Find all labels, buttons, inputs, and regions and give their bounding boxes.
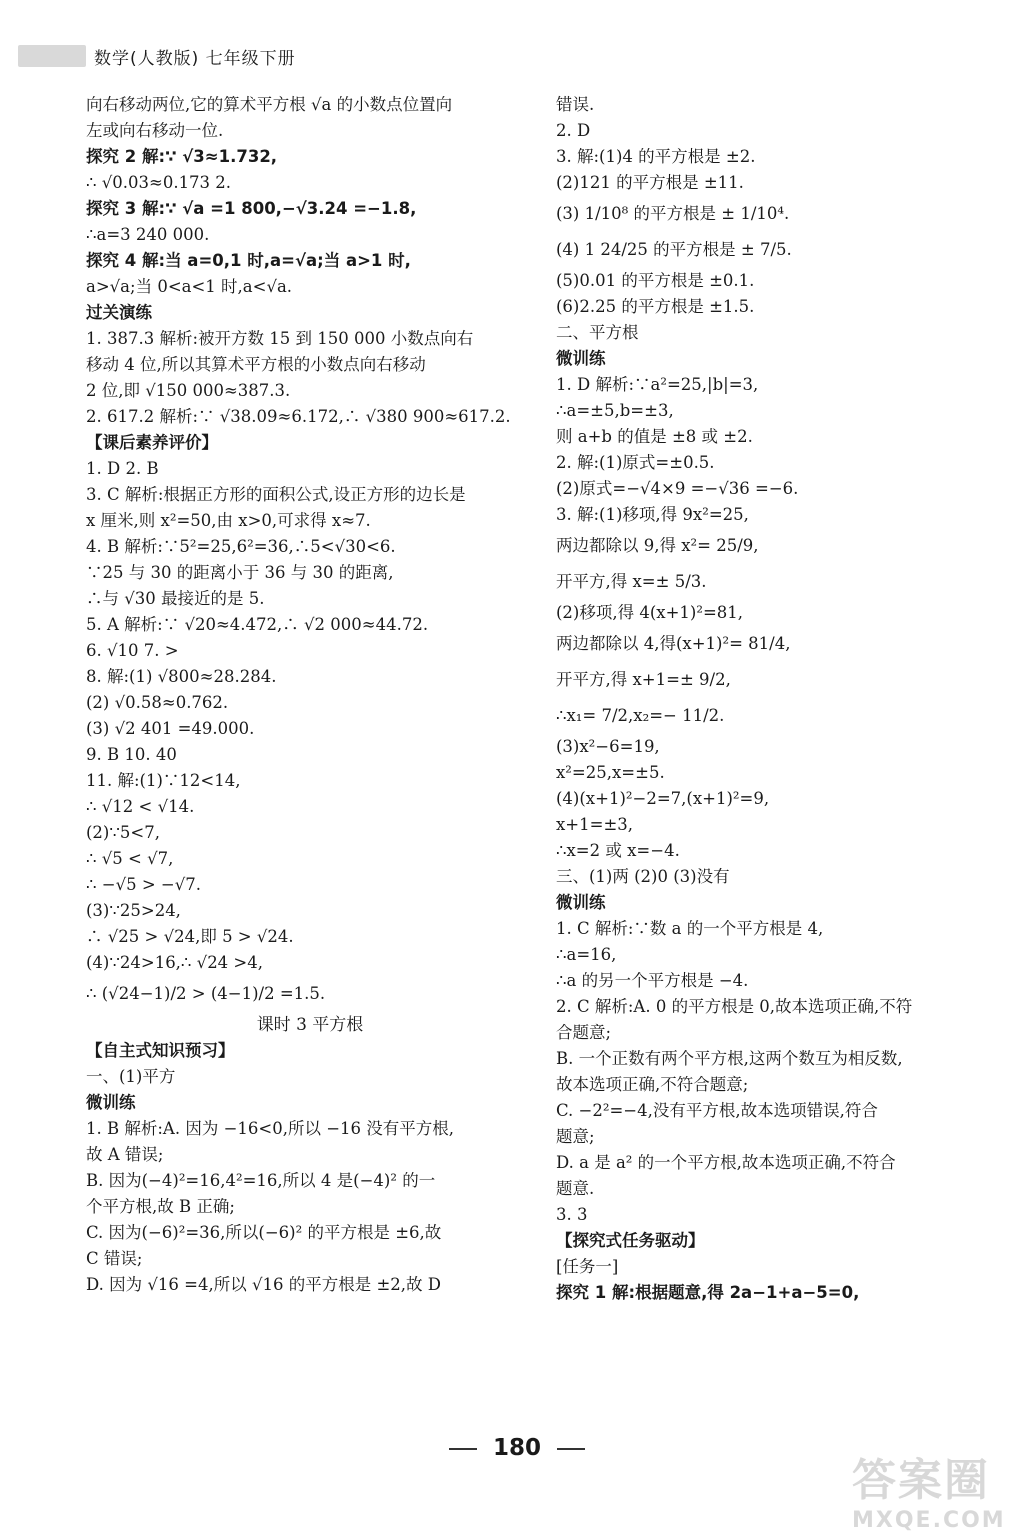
- right-line: 合题意;: [556, 1023, 612, 1042]
- right-line: (3) 1/10⁸ 的平方根是 ± 1/10⁴.: [556, 204, 790, 224]
- right-line: 三、(1)两 (2)0 (3)没有: [556, 867, 730, 886]
- right-line: (2)移项,得 4(x+1)²=81,: [556, 603, 744, 622]
- left-line: 4. B 解析:∵5²=25,6²=36,∴5<√30<6.: [86, 537, 396, 556]
- right-line: (3)x²−6=19,: [556, 737, 660, 756]
- right-line: 3. 解:(1)移项,得 9x²=25,: [556, 505, 749, 524]
- right-line: 两边都除以 9,得 x²= 25/9,: [556, 536, 759, 556]
- right-line: ∴a 的另一个平方根是 −4.: [556, 971, 749, 990]
- left-line: 8. 解:(1) √800≈28.284.: [86, 667, 277, 686]
- left-line: 2 位,即 √150 000≈387.3.: [86, 381, 291, 400]
- watermark-logo: [852, 1444, 1022, 1533]
- right-line: 探究 1 解:根据题意,得 2a−1+a−5=0,: [556, 1283, 860, 1302]
- right-line: 题意;: [556, 1127, 595, 1146]
- left-line: 一、(1)平方: [86, 1067, 176, 1087]
- right-line: x²=25,x=±5.: [556, 763, 665, 782]
- left-line: x 厘米,则 x²=50,由 x>0,可求得 x≈7.: [86, 511, 371, 530]
- left-line: 故 A 错误;: [86, 1145, 164, 1165]
- page-number-dash-left: [449, 1448, 477, 1450]
- watermark-line-2: MXQE.COM: [852, 1508, 1006, 1533]
- left-line: 移动 4 位,所以其算术平方根的小数点向右移动: [86, 355, 426, 374]
- left-line: 11. 解:(1)∵12<14,: [86, 771, 241, 790]
- right-line: 3. 3: [556, 1205, 588, 1224]
- left-line: 5. A 解析:∵ √20≈4.472,∴ √2 000≈44.72.: [86, 615, 429, 634]
- left-line: 探究 3 解:∵ √a =1 800,−√3.24 =−1.8,: [86, 199, 417, 218]
- right-line: (6)2.25 的平方根是 ±1.5.: [556, 297, 755, 316]
- right-line: 错误.: [556, 95, 595, 114]
- right-line: [任务一]: [556, 1257, 619, 1276]
- right-line: 微训练: [556, 349, 606, 368]
- right-line: 微训练: [556, 893, 606, 912]
- left-line: 探究 4 解:当 a=0,1 时,a=√a;当 a>1 时,: [86, 251, 411, 270]
- left-line: a>√a;当 0<a<1 时,a<√a.: [86, 277, 293, 296]
- left-line: C 错误;: [86, 1249, 143, 1269]
- right-line: 开平方,得 x+1=± 9/2,: [556, 670, 731, 690]
- page-number-text: 180: [492, 1435, 541, 1461]
- left-line: ∵25 与 30 的距离小于 36 与 30 的距离,: [86, 563, 394, 582]
- right-line: ∴x=2 或 x=−4.: [556, 841, 680, 860]
- right-line: ∴x₁= 7/2,x₂=− 11/2.: [556, 706, 725, 726]
- right-line: 开平方,得 x=± 5/3.: [556, 572, 707, 592]
- right-line: ∴a=16,: [556, 945, 617, 964]
- left-line: 9. B 10. 40: [86, 745, 177, 764]
- right-line: 【探究式任务驱动】: [556, 1231, 705, 1250]
- right-line: 两边都除以 4,得(x+1)²= 81/4,: [556, 634, 791, 654]
- left-line: ∴ −√5 > −√7.: [86, 875, 201, 894]
- left-line: 1. 387.3 解析:被开方数 15 到 150 000 小数点向右: [86, 329, 474, 348]
- left-line: 探究 2 解:∵ √3≈1.732,: [86, 147, 278, 166]
- left-line: ∴ √5 < √7,: [86, 849, 174, 868]
- right-line: 1. C 解析:∵数 a 的一个平方根是 4,: [556, 919, 824, 938]
- left-line: 1. D 2. B: [86, 459, 159, 478]
- left-line: 课时 3 平方根: [256, 1015, 364, 1035]
- right-line: D. a 是 a² 的一个平方根,故本选项正确,不符合: [556, 1153, 896, 1172]
- left-line: ∴ √0.03≈0.173 2.: [86, 173, 232, 192]
- left-column: [86, 92, 534, 1298]
- left-line: 2. 617.2 解析:∵ √38.09≈6.172,∴ √380 900≈617.2.: [86, 407, 511, 426]
- left-line: (3) √2 401 =49.000.: [86, 719, 255, 738]
- right-line: C. −2²=−4,没有平方根,故本选项错误,符合: [556, 1101, 878, 1120]
- left-line: 微训练: [86, 1093, 136, 1113]
- page-number-dash-right: [557, 1448, 585, 1450]
- right-line: 题意.: [556, 1179, 595, 1198]
- left-line: 1. B 解析:A. 因为 −16<0,所以 −16 没有平方根,: [86, 1119, 455, 1139]
- right-line: (2)原式=−√4×9 =−√36 =−6.: [556, 479, 799, 498]
- right-line: (4) 1 24/25 的平方根是 ± 7/5.: [556, 240, 792, 260]
- left-line: ∴ (√24−1)/2 > (4−1)/2 =1.5.: [86, 984, 326, 1004]
- left-line: B. 因为(−4)²=16,4²=16,所以 4 是(−4)² 的一: [86, 1171, 436, 1191]
- left-line: (4)∵24>16,∴ √24 >4,: [86, 953, 263, 972]
- left-line: (2) √0.58≈0.762.: [86, 693, 229, 712]
- header-tab-decoration: [18, 45, 86, 67]
- right-line: (4)(x+1)²−2=7,(x+1)²=9,: [556, 789, 770, 808]
- right-line: 则 a+b 的值是 ±8 或 ±2.: [556, 427, 753, 446]
- right-line: x+1=±3,: [556, 815, 634, 834]
- right-line: 2. D: [556, 121, 591, 140]
- watermark-line-1: 答案圈: [852, 1455, 990, 1506]
- right-line: 2. C 解析:A. 0 的平方根是 0,故本选项正确,不符: [556, 997, 913, 1016]
- left-line: ∴ √25 > √24,即 5 > √24.: [86, 927, 294, 946]
- left-line: ∴ √12 < √14.: [86, 797, 195, 816]
- right-line: ∴a=±5,b=±3,: [556, 401, 674, 420]
- left-line: 过关演练: [86, 303, 152, 322]
- left-line: ∴与 √30 最接近的是 5.: [86, 589, 265, 608]
- right-line: (2)121 的平方根是 ±11.: [556, 173, 744, 192]
- right-line: B. 一个正数有两个平方根,这两个数互为相反数,: [556, 1049, 903, 1068]
- left-line: 个平方根,故 B 正确;: [86, 1197, 235, 1217]
- right-line: (5)0.01 的平方根是 ±0.1.: [556, 271, 755, 290]
- left-line: C. 因为(−6)²=36,所以(−6)² 的平方根是 ±6,故: [86, 1223, 442, 1243]
- right-line: 3. 解:(1)4 的平方根是 ±2.: [556, 147, 756, 166]
- page-header: [18, 40, 296, 72]
- left-line: 3. C 解析:根据正方形的面积公式,设正方形的边长是: [86, 485, 466, 504]
- left-line: 【自主式知识预习】: [86, 1041, 235, 1061]
- right-line: 二、平方根: [556, 323, 639, 342]
- left-line: 向右移动两位,它的算术平方根 √a 的小数点位置向: [86, 95, 453, 114]
- left-line: (2)∵5<7,: [86, 823, 160, 842]
- left-line: (3)∵25>24,: [86, 901, 181, 920]
- right-line: 1. D 解析:∵a²=25,|b|=3,: [556, 375, 759, 394]
- header-title: 数学(人教版) 七年级下册: [94, 48, 296, 69]
- left-line: 左或向右移动一位.: [86, 121, 224, 140]
- right-line: 故本选项正确,不符合题意;: [556, 1075, 749, 1094]
- right-line: 2. 解:(1)原式=±0.5.: [556, 453, 715, 472]
- right-column: [556, 92, 1016, 1306]
- left-line: 6. √10 7. >: [86, 641, 179, 660]
- left-line: D. 因为 √16 =4,所以 √16 的平方根是 ±2,故 D: [86, 1275, 441, 1295]
- left-line: 【课后素养评价】: [86, 433, 218, 452]
- left-line: ∴a=3 240 000.: [86, 225, 210, 244]
